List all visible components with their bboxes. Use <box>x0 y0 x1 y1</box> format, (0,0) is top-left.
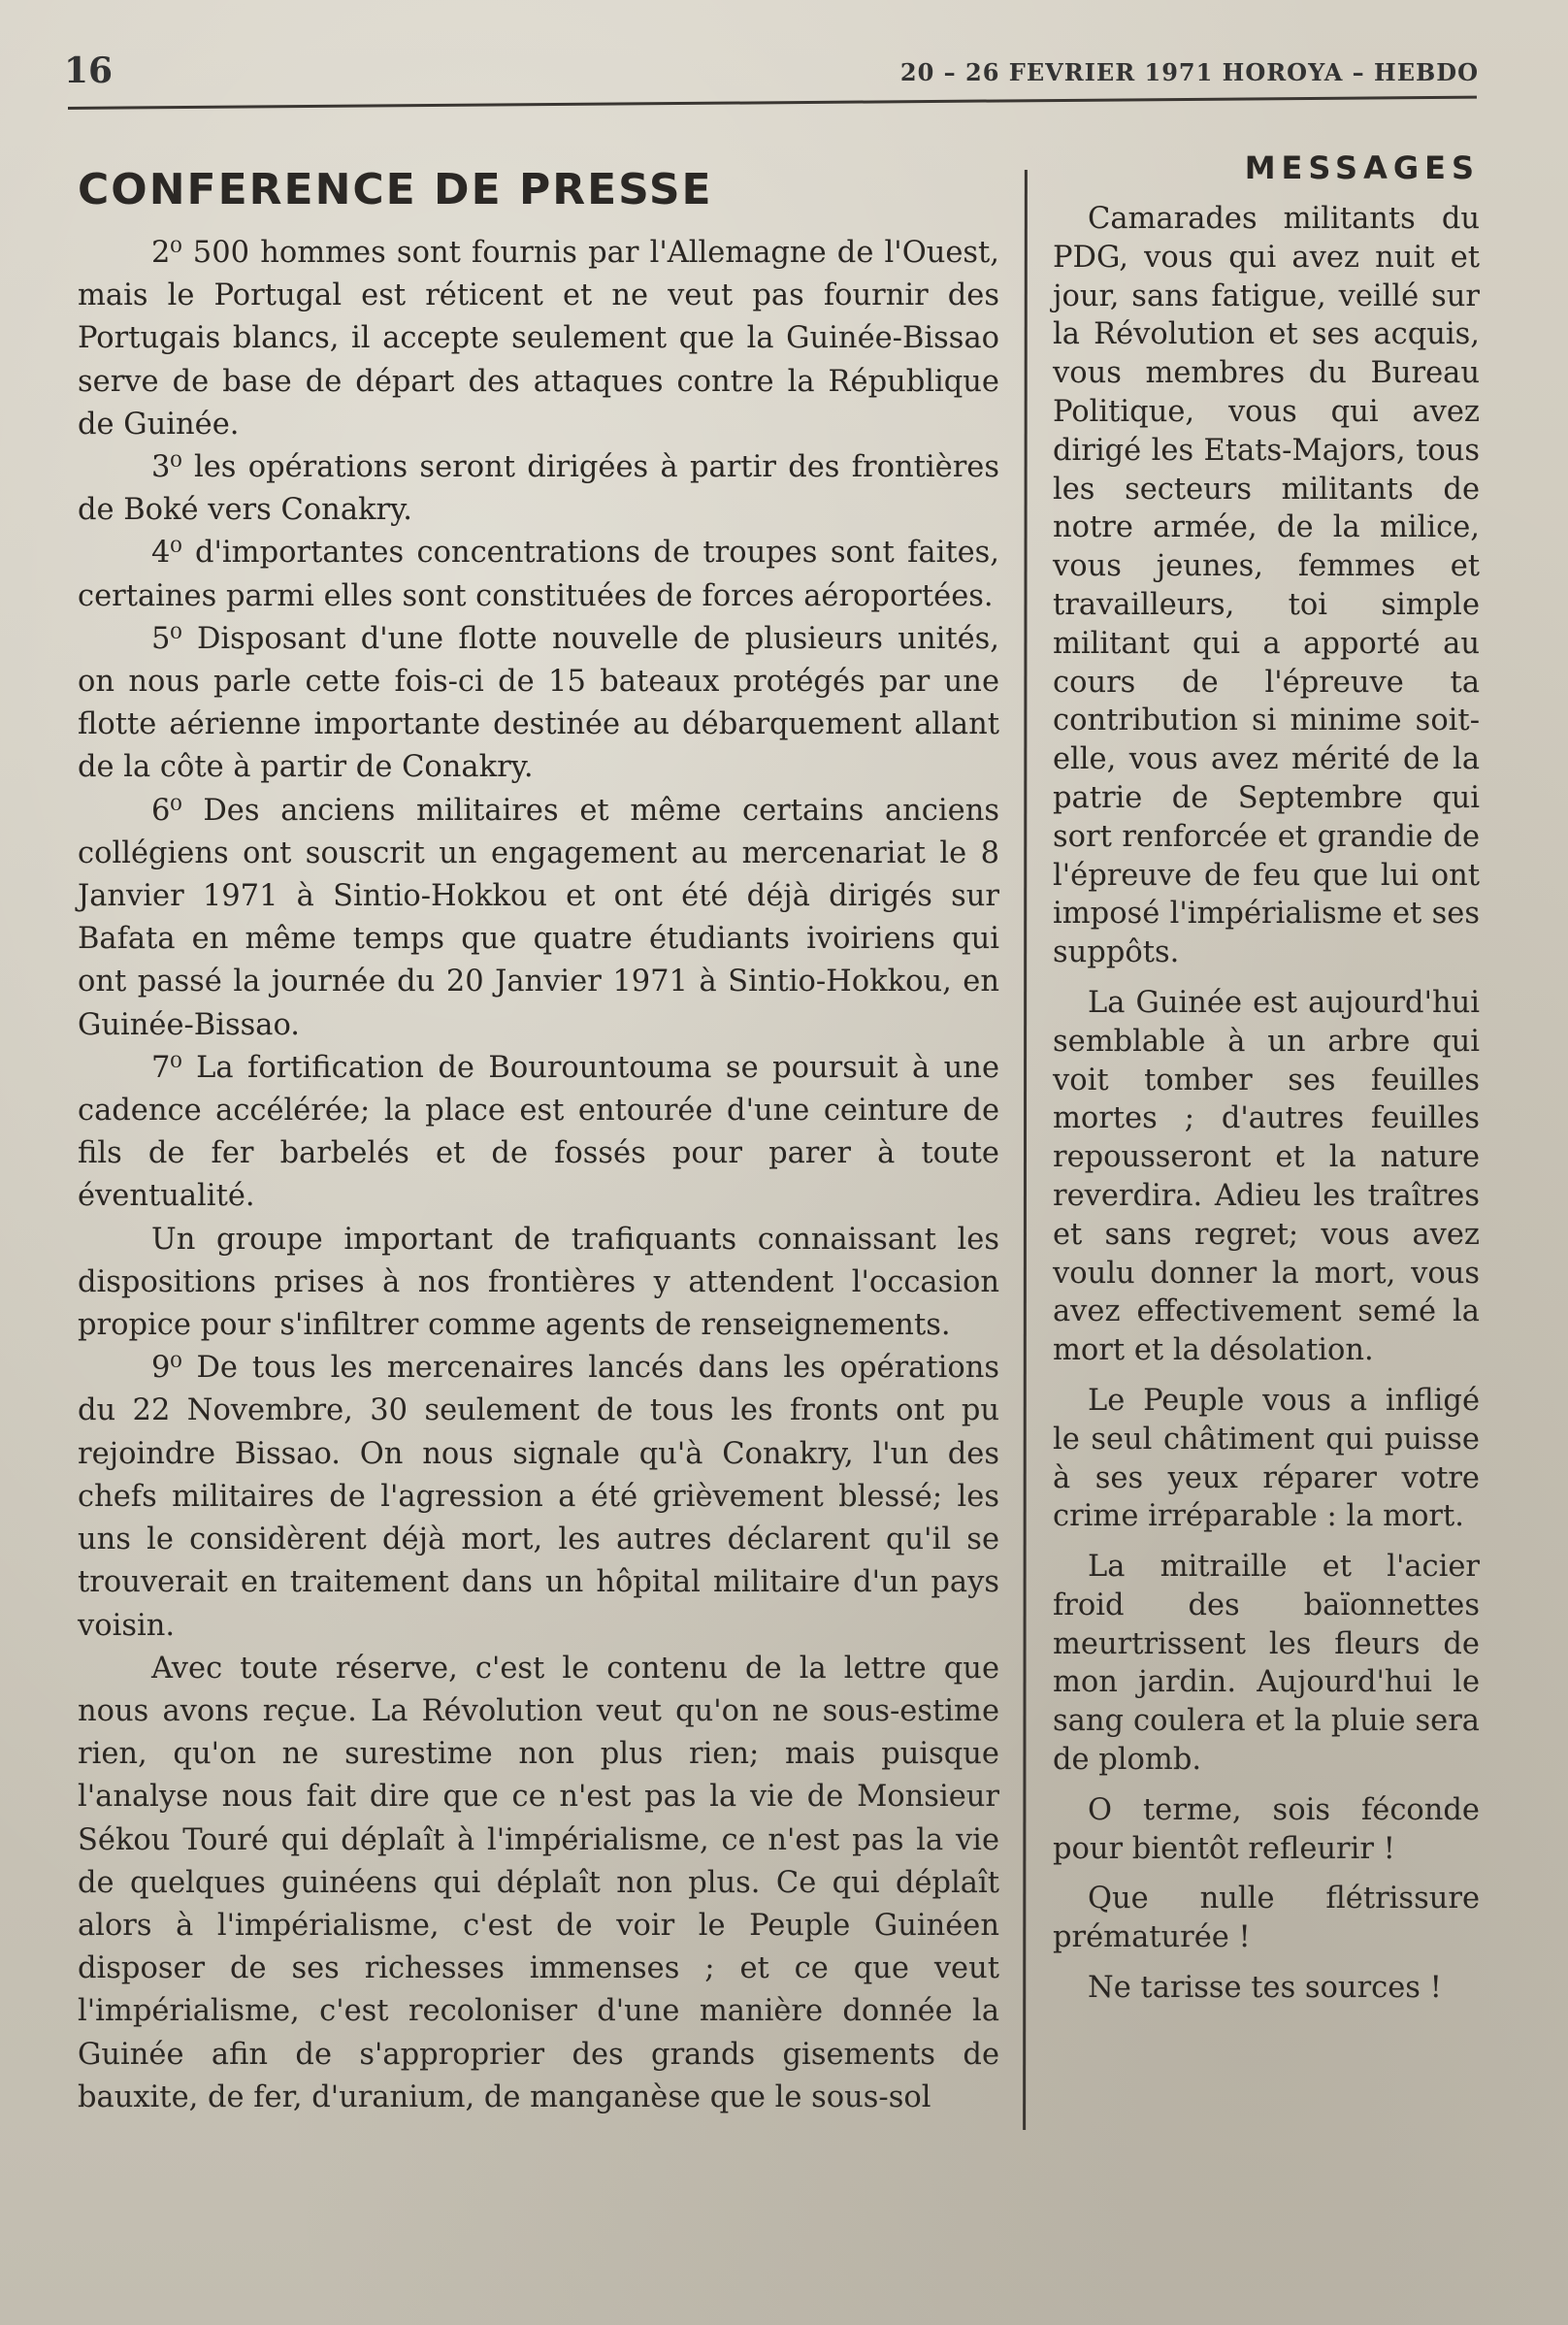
message-paragraph: Que nulle flétrissure prématurée ! <box>1053 1882 1480 1955</box>
article-column <box>78 155 999 2119</box>
message-paragraph: Camarades militants du PDG, vous qui avez nuit et jour, sans fatigue, veillé sur la Révolution et ses acquis, vous membres du Bureau Politique, vous qui avez dirigé les Etats-Majors, tous les secteurs militants de notre armée, de la milice, vous jeunes, femmes et travailleurs, toi simple militant qui a apporté au cours de l'épreuve ta contribution si minime soit-elle, vous avez mérité de la patrie de Septembre qui sort renforcée et grandie de l'épreuve de feu que lui ont imposé l'impérialisme et ses suppôts. <box>1053 202 1480 970</box>
article-paragraph: 5⁰ Disposant d'une flotte nouvelle de plusieurs unités, on nous parle cette fois-ci de 15 bateaux protégés par une flotte aérienne importante destinée au débarquement allant de la côte à partir de Conakry. <box>78 621 999 785</box>
header-rule <box>68 96 1477 110</box>
message-paragraph: Ne tarisse tes sources ! <box>1088 1971 1442 2006</box>
message-paragraph: La Guinée est aujourd'hui semblable à un arbre qui voit tomber ses feuilles mortes ; d'autres feuilles repousseront et la nature reverdira. Adieu les traîtres et sans regret; vous avez voulu donner la mort, vous avez effectivement semé la mort et la désolation. <box>1053 985 1480 1368</box>
column-divider <box>1023 170 1028 2130</box>
message-paragraph: La mitraille et l'acier froid des baïonnettes meurtrissent les fleurs de mon jardin. Aujourd'hui le sang coulera et la pluie sera de plomb. <box>1053 1550 1480 1778</box>
article-paragraph: 4⁰ d'importantes concentrations de troupes sont faites, certaines parmi elles sont constituées de forces aéroportées. <box>78 536 999 613</box>
page-number: 16 <box>64 50 114 91</box>
article-paragraph: 2⁰ 500 hommes sont fournis par l'Allemagne de l'Ouest, mais le Portugal est réticent et ne veut pas fournir des Portugais blancs, il accepte seulement que la Guinée-Bissao serve de base de départ des attaques contre la République de Guinée. <box>78 236 999 442</box>
article-paragraph: 9⁰ De tous les mercenaires lancés dans les opérations du 22 Novembre, 30 seulement de tous les fronts ont pu rejoindre Bissao. On nous signale qu'à Conakry, l'un des chefs militaires de l'agression a été grièvement blessé; les uns le considèrent déjà mort, les autres déclarent qu'il se trouverait en traitement dans un hôpital militaire d'un pays voisin. <box>78 1351 999 1643</box>
message-paragraph: Le Peuple vous a infligé le seul châtiment qui puisse à ses yeux réparer votre crime irréparable : la mort. <box>1053 1383 1480 1534</box>
message-paragraph: O terme, sois féconde pour bientôt refleurir ! <box>1053 1792 1480 1866</box>
messages-title: MESSAGES <box>1244 149 1480 186</box>
messages-column <box>1053 146 1480 2019</box>
article-title: CONFERENCE DE PRESSE <box>78 165 713 214</box>
article-paragraph: Avec toute réserve, c'est le contenu de la lettre que nous avons reçue. La Révolution veut qu'on ne sous-estime rien, qu'on ne surestime non plus rien; mais puisque l'analyse nous fait dire que ce n'est pas la vie de Monsieur Sékou Touré qui déplaît à l'impérialisme, ce n'est pas la vie de quelques guinéens qui déplaît non plus. Ce qui déplaît alors à l'impérialisme, c'est de voir le Peuple Guinéen disposer de ses richesses immenses ; et ce que veut l'impérialisme, c'est recoloniser d'une manière donnée la Guinée afin de s'approprier des grands gisements de bauxite, de fer, d'uranium, de manganèse que le sous-sol <box>78 1651 999 2114</box>
article-paragraph: 3⁰ les opérations seront dirigées à partir des frontières de Boké vers Conakry. <box>78 450 999 528</box>
dateline: 20 – 26 FEVRIER 1971 HOROYA – HEBDO <box>899 58 1479 86</box>
article-paragraph: 6⁰ Des anciens militaires et même certains anciens collégiens ont souscrit un engagement au mercenariat le 8 Janvier 1971 à Sintio-Hokkou et ont été déjà dirigés sur Bafata en même temps que quatre étudiants ivoiriens qui ont passé la journée du 20 Janvier 1971 à Sintio-Hokkou, en Guinée-Bissao. <box>78 793 999 1042</box>
article-paragraph: Un groupe important de trafiquants connaissant les dispositions prises à nos frontières y attendent l'occasion propice pour s'infiltrer comme agents de renseignements. <box>78 1222 999 1343</box>
article-paragraph: 7⁰ La fortification de Bourountouma se poursuit à une cadence accélérée; la place est entourée d'une ceinture de fils de fer barbelés et de fossés pour parer à toute éventualité. <box>78 1050 999 1214</box>
